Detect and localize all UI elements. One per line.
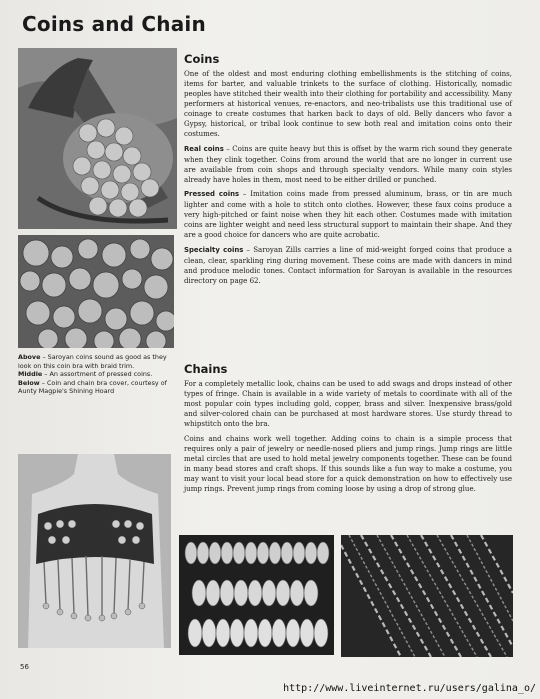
coin-rolls-photo (179, 535, 334, 655)
caption-middle: Middle – An assortment of pressed coins. (18, 370, 153, 379)
real-coins-paragraph: Real coins – Coins are quite heavy but this is offset by the warm rich sound they generate when they clink together. Coins from around the world that are no longer in current use are available from coin shops and through specialty vendors. While many coin styles already have holes in them, most need to be either drilled or punched. (184, 143, 512, 184)
pressed-coins-photo (18, 235, 174, 348)
chains-paragraph-1: For a completely metallic look, chains can be used to add swags and drops instead of other types of fringe. Chain is available in a wide variety of metals to coordinate with all of the most popular coin types including gold, copper, brass and silver. Inexpensive brass/gold and silver-colored chain can be purchased at most hardware stores. Use sturdy thread to whipstitch onto the bra. (184, 379, 512, 428)
page-number: 56 (20, 663, 29, 671)
caption-above: Above – Saroyan coins sound as good as they look on this coin bra with braid trim. (18, 353, 167, 370)
pressed-coins-lead: Pressed coins (184, 190, 240, 199)
caption-below: Below – Coin and chain bra cover, courtesy of Aunty Magpie's Shining Hoard (18, 378, 167, 396)
coins-intro: One of the oldest and most enduring clothing embellishments is the stitching of coins, items for barter, and valuable trinkets to the surface of clothing. Historically, nomadic peoples have stitched their wealth into their clothing for portability and accessibility. Many performers at historical venues, re-enactors, and neo-tribalists use this traditional use of coinage to create costumes that harken back to days of old. Belly dancers who favor a Gypsy, historical, or tribal look continue to sew both real and imitation coins onto their costumes. (184, 69, 512, 138)
coins-section (184, 52, 512, 286)
coin-bra-photo (18, 48, 177, 229)
mannequin-bra-photo (18, 454, 171, 648)
chains-paragraph-2: Coins and chains work well together. Adding coins to chain is a simple process that requires only a pair of jewelry or needle-nosed pliers and jump rings. Jump rings are little metal circles that are used to hold metal jewelry components together. These can be found in many bead stores and craft shops. If this sounds like a fun way to make a costume, you may want to visit your local bead store for a quick demonstration on how to effectively use jump rings. Prevent jump rings from coming loose by using a drop of strong glue. (184, 433, 512, 493)
watermark-url: http://www.liveinternet.ru/users/galina_o/ (283, 683, 536, 694)
specialty-coins-paragraph: Specialty coins – Saroyan Zills carries a line of mid-weight forged coins that produce a clean, clear, sparkling ring during movement. These coins are made with dancers in mind and produce melodic tones. Contact information for Saroyan is available in the resources directory on page 62. (184, 245, 512, 286)
pressed-coins-paragraph: Pressed coins – Imitation coins made from pressed aluminum, brass, or tin are much lighter and come with a hole to stitch onto clothes. However, these faux coins produce a very high-pitched or faint noise when they hit each other. Costumes made with imitation coins are lighter weight and need less structural support to maintain their shape. And they are a good choice for dancers who are quite acrobatic. (184, 189, 512, 240)
page-title: Coins and Chain (22, 12, 206, 36)
coins-heading: Coins (184, 52, 220, 66)
chains-photo (341, 535, 513, 657)
specialty-coins-lead: Specialty coins (184, 246, 244, 255)
real-coins-lead: Real coins (184, 144, 224, 153)
photo-captions (18, 353, 174, 396)
chains-section (184, 362, 512, 493)
chains-heading: Chains (184, 362, 228, 376)
